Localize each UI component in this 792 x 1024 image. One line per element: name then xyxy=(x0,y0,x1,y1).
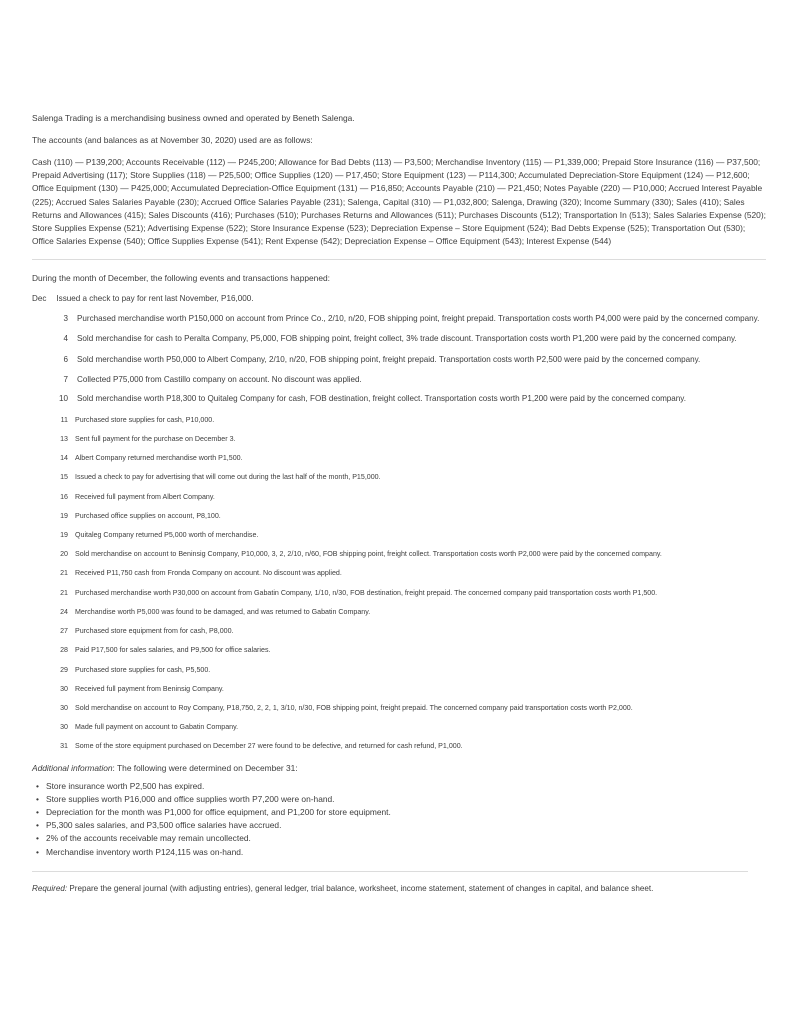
transaction-text: Sold merchandise worth P50,000 to Albert Company, 2/10, n/20, FOB shipping point, freight prepaid. Transportation costs worth P2,500 were paid by the concerned company. xyxy=(77,354,701,364)
transaction-day: 20 xyxy=(60,550,68,559)
section-divider xyxy=(32,259,766,260)
transaction-item xyxy=(32,511,768,522)
transaction-day: 15 xyxy=(60,473,68,482)
transaction-text: Purchased store supplies for cash, P10,000. xyxy=(75,415,215,424)
transaction-day: 21 xyxy=(60,569,68,578)
section-divider xyxy=(32,871,748,872)
transaction-day: 21 xyxy=(60,588,68,597)
transaction-item xyxy=(32,492,768,503)
transaction-day: 7 xyxy=(63,375,68,385)
transaction-day: 3 xyxy=(63,313,68,323)
additional-item: • Merchandise inventory worth P124,115 was on-hand. xyxy=(46,846,768,859)
additional-label: Additional information xyxy=(32,762,113,773)
transaction-day: 19 xyxy=(60,531,68,540)
transaction-day: 16 xyxy=(60,492,68,501)
transaction-text: Purchased merchandise worth P150,000 on account from Prince Co., 2/10, n/20, FOB shipping point, freight prepaid. Transportation costs worth P4,000 were paid by the concerned company. xyxy=(77,313,760,323)
december-heading: During the month of December, the following events and transactions happened: xyxy=(32,273,330,284)
transaction-text: Made full payment on account to Gabatin Company. xyxy=(75,723,239,732)
transaction-item xyxy=(32,703,768,714)
transaction-text: Received full payment from Beninsig Company. xyxy=(75,684,224,693)
transaction-text: Sold merchandise on account to Beninsig Company, P10,000, 3, 2, 2/10, n/60, FOB shipping point, freight collect. Transportation costs worth P2,000 were paid by the concerned company. xyxy=(75,550,662,559)
transaction-item xyxy=(32,588,768,599)
transaction-day: 27 xyxy=(60,627,68,636)
transaction-day: 29 xyxy=(60,665,68,674)
transaction-text: Purchased merchandise worth P30,000 on account from Gabatin Company, 1/10, n/30, FOB destination, freight prepaid. The concerned company paid transportation costs worth P1,500. xyxy=(75,588,658,597)
transaction-text: Albert Company returned merchandise worth P1,500. xyxy=(75,454,243,463)
additional-item: • 2% of the accounts receivable may remain uncollected. xyxy=(46,832,768,845)
required-label: Required: xyxy=(32,883,68,893)
additional-rest: : The following were determined on December 31: xyxy=(112,762,298,773)
transaction-item xyxy=(32,684,768,695)
transaction-day: 11 xyxy=(60,415,68,424)
additional-item: • Store supplies worth P16,000 and office supplies worth P7,200 were on-hand. xyxy=(46,793,768,806)
transaction-item xyxy=(32,472,768,483)
transaction-item xyxy=(32,530,768,541)
required-text: Prepare the general journal (with adjusting entries), general ledger, trial balance, worksheet, income statement, statement of changes in capital, and balance sheet. xyxy=(67,883,654,893)
problem-document xyxy=(32,112,768,895)
transaction-day: 6 xyxy=(63,354,68,364)
month-label: Dec xyxy=(32,294,47,304)
transaction-day: 28 xyxy=(60,646,68,655)
transaction-item xyxy=(32,313,768,325)
required-statement xyxy=(32,883,768,895)
transaction-day: 19 xyxy=(60,511,68,520)
accounts-list: Cash (110) — P139,200; Accounts Receivable (112) — P245,200; Allowance for Bad Debts (113) — P3,500; Merchandise Inventory (115) — P1,339,000; Prepaid Store Insurance (116) — P37,500; Prepaid Advertising (117); Store Supplies (118) — P25,500; Office Supplies (120) — P17,450; Store Equipment (123) — P114,300; Accumulated Depreciation-Store Equipment (124) — P12,600; Office Equipment (130) — P425,000; Accumulated Depreciation-Office Equipment (131) — P16,850; Accounts Payable (210) — P21,450; Notes Payable (220) — P10,000; Accrued Interest Payable (225); Accrued Sales Salaries Payable (230); Accrued Office Salaries Payable (231); Salenga, Capital (310) — P1,032,800; Salenga, Drawing (320); Income Summary (330); Sales (410); Sales Returns and Allowances (415); Sales Discounts (416); Purchases (510); Purchases Returns and Allowances (511); Purchases Discounts (512); Transportation In (513); Sales Salaries Expense (520); Store Supplies Expense (521); Advertising Expense (522); Store Insurance Expense (523); Depreciation Expense – Store Equipment (524); Bad Debts Expense (525); Transportation Out (530); Office Salaries Expense (540); Office Supplies Expense (541); Rent Expense (542); Depreciation Expense – Office Equipment (543); Interest Expense (544) xyxy=(32,157,766,247)
transaction-item xyxy=(32,415,768,426)
transaction-item xyxy=(32,722,768,733)
transaction-item xyxy=(32,549,768,560)
transaction-item xyxy=(32,374,768,386)
transaction-day: 30 xyxy=(60,723,68,732)
additional-information xyxy=(32,762,768,774)
transaction-day: 24 xyxy=(60,607,68,616)
additional-item: • Depreciation for the month was P1,000 for office equipment, and P1,200 for store equipment. xyxy=(46,806,768,819)
transaction-text: Purchased store supplies for cash, P5,500. xyxy=(75,665,211,674)
transaction-text: Paid P17,500 for sales salaries, and P9,500 for office salaries. xyxy=(75,646,271,655)
transaction-text: Received P11,750 cash from Fronda Company on account. No discount was applied. xyxy=(75,569,342,578)
transaction-day: 10 xyxy=(58,394,68,404)
transaction-text: Collected P75,000 from Castillo company on account. No discount was applied. xyxy=(77,375,362,385)
transaction-item xyxy=(32,293,768,305)
transaction-text: Issued a check to pay for rent last November, P16,000. xyxy=(56,294,254,304)
transaction-day: 31 xyxy=(60,742,68,751)
transaction-item xyxy=(32,568,768,579)
transaction-text: Purchased office supplies on account, P8,100. xyxy=(75,511,221,520)
transaction-text: Sold merchandise on account to Roy Company, P18,750, 2, 2, 1, 3/10, n/30, FOB shipping point, freight prepaid. The concerned company paid transportation costs worth P2,000. xyxy=(75,703,633,712)
additional-item: • P5,300 sales salaries, and P3,500 office salaries have accrued. xyxy=(46,819,768,832)
transaction-day: 30 xyxy=(60,684,68,693)
transaction-item xyxy=(32,393,768,405)
additional-list xyxy=(32,780,768,859)
transaction-item xyxy=(32,665,768,676)
transaction-day: 4 xyxy=(63,334,68,344)
transaction-item xyxy=(32,607,768,618)
transaction-text: Quitaleg Company returned P5,000 worth of merchandise. xyxy=(75,531,259,540)
transaction-day: 13 xyxy=(60,435,68,444)
intro-line-2: The accounts (and balances as at November 30, 2020) used are as follows: xyxy=(32,135,313,145)
transaction-item xyxy=(32,354,768,366)
transaction-item xyxy=(32,741,768,752)
transaction-item xyxy=(32,453,768,464)
transaction-day: 30 xyxy=(60,703,68,712)
transaction-item xyxy=(32,626,768,637)
transaction-text: Issued a check to pay for advertising that will come out during the last half of the month, P15,000. xyxy=(75,473,381,482)
transaction-text: Received full payment from Albert Company. xyxy=(75,492,215,501)
transaction-text: Some of the store equipment purchased on December 27 were found to be defective, and returned for cash refund, P1,000. xyxy=(75,742,463,751)
transaction-item xyxy=(32,645,768,656)
transaction-text: Sent full payment for the purchase on December 3. xyxy=(75,435,236,444)
transaction-text: Sold merchandise for cash to Peralta Company, P5,000, FOB shipping point, freight collect, 3% trade discount. Transportation costs worth P1,200 were paid by the concerned company. xyxy=(77,334,737,344)
transaction-day: 14 xyxy=(60,454,68,463)
intro-line-1: Salenga Trading is a merchandising business owned and operated by Beneth Salenga. xyxy=(32,113,355,123)
transaction-text: Purchased store equipment from for cash, P8,000. xyxy=(75,627,234,636)
transactions-list xyxy=(32,293,768,752)
transaction-item xyxy=(32,434,768,445)
transaction-text: Sold merchandise worth P18,300 to Quitaleg Company for cash, FOB destination, freight collect. Transportation costs worth P1,200 were paid by the concerned company. xyxy=(77,394,687,404)
additional-item: • Store insurance worth P2,500 has expired. xyxy=(46,780,768,793)
transaction-item xyxy=(32,333,768,345)
transaction-text: Merchandise worth P5,000 was found to be damaged, and was returned to Gabatin Company. xyxy=(75,607,371,616)
